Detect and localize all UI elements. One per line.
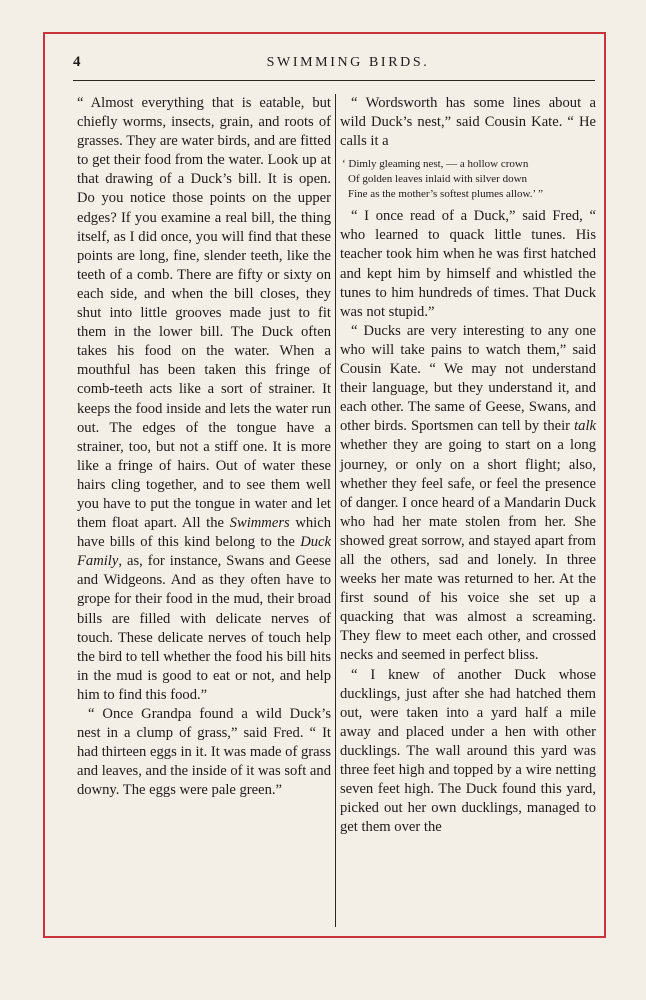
verse-quote [342,157,596,202]
left-column [77,94,331,800]
right-paragraph-1: “ Wordsworth has some lines about a wild Duck’s nest,” said Cousin Kate. “ He calls it a [340,95,596,150]
running-head: SWIMMING BIRDS. [266,55,430,70]
verse-line: ‘ Dimly gleaming nest, — a hollow crown [342,158,529,171]
left-paragraph-1: “ Almost everything that is eatable, but chiefly worms, insects, grain, and roots of grasses. They are water birds, and are fitted to get their food from the water. Look up at that drawing of a Duck’s bill. It is open. Do you notice those points on the upper edges? If you examine a real bill, the thing itself, as I did once, you will find that these points are long, fine, slender teeth, like the teeth of a comb. There are fifty or sixty on each side, and when the bill closes, they shut into little grooves made just to fit them in the lower bill. The Duck often takes his food on the water. When a mouthful has been taken this fringe of comb-teeth acts like a sort of strainer. It keeps the food inside and lets the water run out. The edges of the tongue have a strainer, too, but not a stiff one. It is more like a fringe of hairs. Out of water these hairs cling together, and to see them well you have to put the tongue in water and let them float apart. All the Swimmers which have bills of this kind belong to the Duck Family, as, for instance, Swans and Geese and Widgeons. And as they often have to grope for their food in the mud, their broad bills are filled with delicate nerves of touch. These delicate nerves of touch help the bird to tell whether the food his bill hits in the mud is good to eat or not, and help him to find this food.” [77,95,331,703]
right-column [340,94,596,837]
right-paragraph-4: “ I knew of another Duck whose ducklings, just after she had hatched them out, were taken into a yard half a mile away and placed under a hen with other ducklings. The wall around this yard was three feet high and topped by a wire netting seven feet high. The Duck found this yard, picked out her own ducklings, managed to get them over the [340,666,596,836]
page-header [73,53,595,81]
left-paragraph-2: “ Once Grandpa found a wild Duck’s nest in a clump of grass,” said Fred. “ It had thirteen eggs in it. It was made of grass and leaves, and the inside of it was soft and downy. The eggs were pale green.” [77,706,331,799]
right-paragraph-3: “ Ducks are very interesting to any one who will take pains to watch them,” said Cousin Kate. “ We may not understand their language, but they understand it, and each other. The same of Geese, Swans, and other birds. Sportsmen can tell by their talk whether they are going to start on a long journey, or only on a short flight; also, whether they feel safe, or feel the presence of danger. I once heard of a Mandarin Duck who had her mate stolen from her. She showed great sorrow, and stayed apart from all the others, sad and lonely. In three weeks her mate was returned to her. At the first sound of his voice she set up a quacking that was almost a screaming. They flew to meet each other, and crossed necks and seemed in perfect bliss. [340,322,596,664]
verse-line: Fine as the mother’s softest plumes allow.’ ” [348,188,544,201]
page-number: 4 [73,54,81,70]
verse-line: Of golden leaves inlaid with silver down [348,173,528,186]
right-paragraph-2: “ I once read of a Duck,” said Fred, “ who learned to quack little tunes. His teacher took him when he was first hatched and kept him by himself and whistled the tunes to him hundreds of times. That Duck was not stupid.” [340,208,596,320]
column-divider [335,94,336,927]
